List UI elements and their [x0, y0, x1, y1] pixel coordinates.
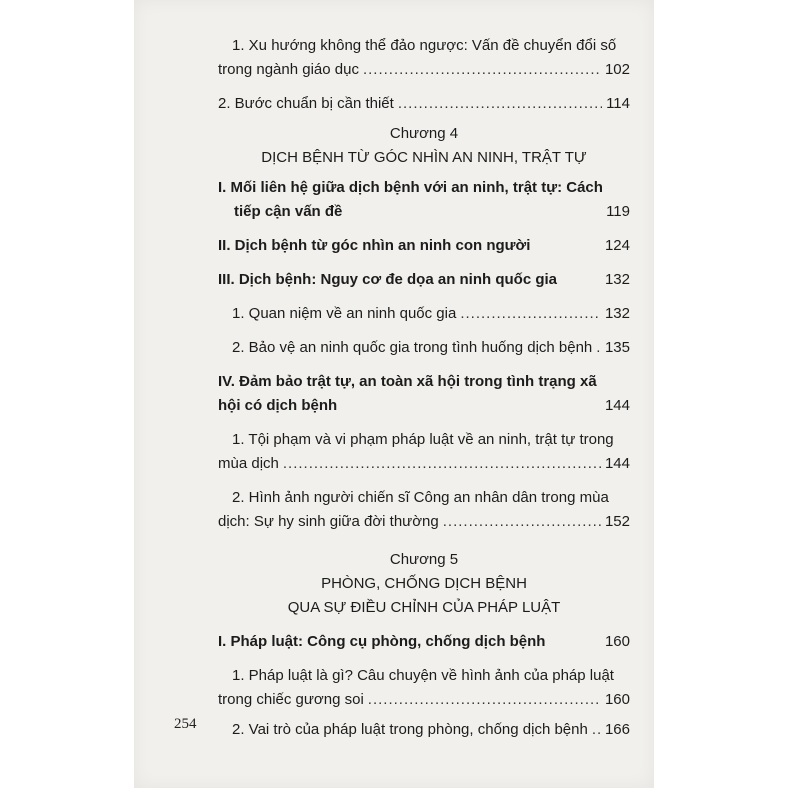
- entry-text-cont: tiếp cận vấn đề: [234, 203, 343, 220]
- page-ref: 160: [604, 633, 630, 650]
- entry-text: IV. Đảm bảo trật tự, an toàn xã hội trong tình trạng xã: [218, 373, 597, 390]
- dot-leader: [596, 336, 601, 360]
- toc-entry-role-of-law: [218, 718, 630, 742]
- dot-leader: [283, 452, 601, 476]
- toc-entry-what-is-law: [218, 664, 630, 712]
- page-ref: 144: [604, 397, 630, 414]
- entry-text: 2. Vai trò của pháp luật trong phòng, chống dịch bệnh: [232, 721, 588, 738]
- page-ref: 124: [604, 237, 630, 254]
- dot-leader: [443, 510, 601, 534]
- chapter-label: Chương 5: [389, 551, 459, 568]
- entry-text: I. Mối liên hệ giữa dịch bệnh với an ninh, trật tự: Cách: [218, 179, 603, 196]
- dot-leader: [460, 302, 601, 326]
- chapter-title-line2: QUA SỰ ĐIỀU CHỈNH CỦA PHÁP LUẬT: [287, 599, 561, 616]
- toc-entry-preparation: [218, 92, 630, 116]
- entry-text: II. Dịch bệnh từ góc nhìn an ninh con người: [218, 237, 531, 254]
- toc-entry-section-iii: [218, 268, 630, 292]
- entry-text: 1. Xu hướng không thể đảo ngược: Vấn đề chuyển đổi số: [232, 37, 617, 54]
- dot-leader: [398, 92, 602, 116]
- page-ref: 144: [604, 455, 630, 472]
- chapter-4-heading: [218, 122, 630, 170]
- toc-entry-national-security-concept: [218, 302, 630, 326]
- toc-entry-digital-transformation: [218, 34, 630, 82]
- chapter-title-line1: PHÒNG, CHỐNG DỊCH BỆNH: [321, 575, 527, 592]
- chapter-label: Chương 4: [389, 125, 459, 142]
- entry-text: I. Pháp luật: Công cụ phòng, chống dịch bệnh: [218, 633, 546, 650]
- entry-text: 1. Quan niệm về an ninh quốc gia: [232, 305, 457, 322]
- entry-text: 1. Tội phạm và vi phạm pháp luật về an ninh, trật tự trong: [232, 431, 614, 448]
- toc-entry-section-i: [218, 176, 630, 224]
- entry-text-cont: dịch: Sự hy sinh giữa đời thường: [218, 513, 439, 530]
- toc-entry-section-ii: [218, 234, 630, 258]
- entry-text-cont: mùa dịch: [218, 455, 279, 472]
- entry-text: 1. Pháp luật là gì? Câu chuyện về hình ảnh của pháp luật: [232, 667, 614, 684]
- toc-entry-police-image: [218, 486, 630, 534]
- chapter-5-heading: [218, 548, 630, 620]
- dot-leader: [592, 718, 601, 742]
- page-ref: 166: [604, 721, 630, 738]
- toc-entry-law-tool: [218, 630, 630, 654]
- page-ref: 119: [606, 203, 630, 220]
- page-ref: 160: [604, 691, 630, 708]
- page-ref: 152: [604, 513, 630, 530]
- entry-text: III. Dịch bệnh: Nguy cơ đe dọa an ninh quốc gia: [218, 271, 558, 288]
- entry-text-cont: trong ngành giáo dục: [218, 61, 359, 78]
- entry-text: 2. Hình ảnh người chiến sĩ Công an nhân dân trong mùa: [232, 489, 609, 506]
- table-of-contents: [218, 34, 630, 742]
- toc-entry-section-iv: [218, 370, 630, 418]
- toc-entry-crime: [218, 428, 630, 476]
- page-ref: 132: [604, 271, 630, 288]
- dot-leader: [368, 688, 601, 712]
- page-ref: 102: [604, 61, 630, 78]
- page-ref: 135: [604, 339, 630, 356]
- toc-entry-protect-national-security: [218, 336, 630, 360]
- chapter-title: DỊCH BỆNH TỪ GÓC NHÌN AN NINH, TRẬT TỰ: [261, 149, 587, 166]
- page-ref: 114: [606, 95, 630, 112]
- page-number: 254: [174, 716, 197, 732]
- entry-text-cont: trong chiếc gương soi: [218, 691, 364, 708]
- page-ref: 132: [604, 305, 630, 322]
- entry-text-cont: hội có dịch bệnh: [218, 397, 338, 414]
- entry-text: 2. Bước chuẩn bị cần thiết: [218, 95, 394, 112]
- entry-text: 2. Bảo vệ an ninh quốc gia trong tình huống dịch bệnh: [232, 339, 593, 356]
- dot-leader: [363, 58, 601, 82]
